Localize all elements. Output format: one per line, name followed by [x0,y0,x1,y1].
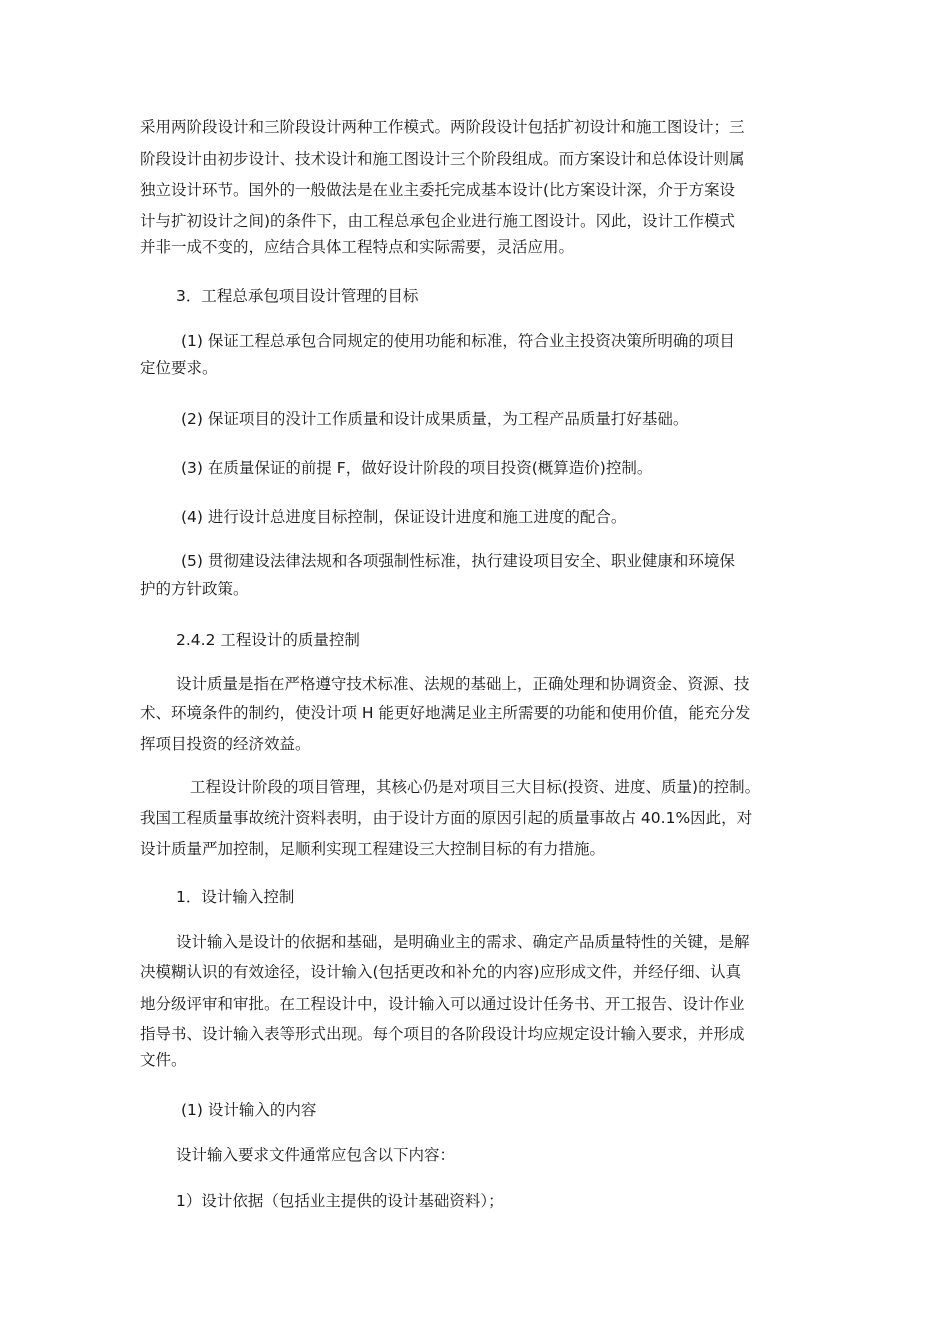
list-item-design-basis: 1）设计依据（包括业主提供的设计基础资料）； [176,1192,504,1210]
paragraph-design-modes-line-3: 独立设计环节。国外的一般做法是在业主委托完成基本设计(比方案设计深，介于方案设 [140,181,736,199]
paragraph-quality-line-2: 术、环境条件的制约，使没计项 H 能更好地满足业主所需要的功能和使用价值，能充分发 [140,704,751,722]
paragraph-contents-intro: 设计输入要求文件通常应包含以下内容： [176,1146,456,1164]
paragraph-design-modes-line-1: 采用两阶段设计和三阶段设计两种工作模式。两阶段设计包括扩初设计和施工图设计；三 [140,118,745,136]
paragraph-core-line-1: 工程设计阶段的项目管理，其核心仍是对项目三大目标(投资、进度、质量)的控制。 [190,778,761,796]
goal-5-line-1: (5) 贯彻建设法律法规和各项强制性标准，执行建设项目安全、职业健康和环境保 [181,552,735,570]
paragraph-input-line-1: 设计输入是设计的依据和基础，是明确业主的需求、确定产品质量特性的关键，是解 [176,933,750,951]
paragraph-input-line-5: 文件。 [140,1051,187,1069]
paragraph-design-modes-line-2: 阶段设计由初步设计、技术设计和施工图设计三个阶段组成。而方案设计和总体设计则属 [140,150,745,168]
paragraph-quality-line-1: 设计质量是指在严格遵守技术标准、法规的基础上，正确处理和协调资金、资源、技 [176,675,750,693]
section-heading-quality-control: 2.4.2 工程设计的质量控制 [176,631,360,649]
paragraph-design-modes-line-5: 并非一成不变的，应结合具体工程特点和实际需要，灵活应用。 [140,238,575,256]
paragraph-input-line-4: 指导书、设计输入表等形式出现。每个项目的各阶段设计均应规定设计输入要求，并形成 [140,1025,745,1043]
paragraph-input-line-3: 地分级评审和审批。在工程设计中，设计输入可以通过设计任务书、开工报告、设计作业 [140,995,745,1013]
paragraph-design-modes-line-4: 计与扩初设计之间)的条件下，由工程总承包企业进行施工图设计。冈此，设计工作模式 [140,212,736,230]
goal-5-line-2: 护的方针政策。 [140,580,249,598]
goal-1-line-1: (1) 保证工程总承包合同规定的使用功能和标准，符合业主投资决策所明确的项目 [181,332,735,350]
goal-4: (4) 进行设计总进度目标控制，保证设计进度和施工进度的配合。 [181,508,627,526]
goal-2: (2) 保证项目的没计工作质量和设计成果质量，为工程产品质量打好基础。 [181,410,689,428]
heading-design-management-goals: 3．工程总承包项目设计管理的目标 [176,287,419,305]
goal-1-line-2: 定位要求。 [140,359,218,377]
subheading-input-contents: (1) 设计输入的内容 [181,1101,317,1119]
paragraph-quality-line-3: 挥项目投资的经济效益。 [140,735,311,753]
goal-3: (3) 在质量保证的前提 F，做好设计阶段的项目投资(概算造价)控制。 [181,459,653,477]
paragraph-input-line-2: 决模糊认识的有效途径，设计输入(包括更改和补允的内容)应形成文件，并经仔细、认真 [140,963,742,981]
paragraph-core-line-3: 设计质量严加控制，足顺利实现工程建设三大控制目标的有力措施。 [140,840,606,858]
paragraph-core-line-2: 我国工程质量事故统汁资料表明，由于设计方面的原因引起的质量事故占 40.1%因此，对 [140,809,753,827]
heading-design-input-control: 1．设计输入控制 [176,888,295,906]
